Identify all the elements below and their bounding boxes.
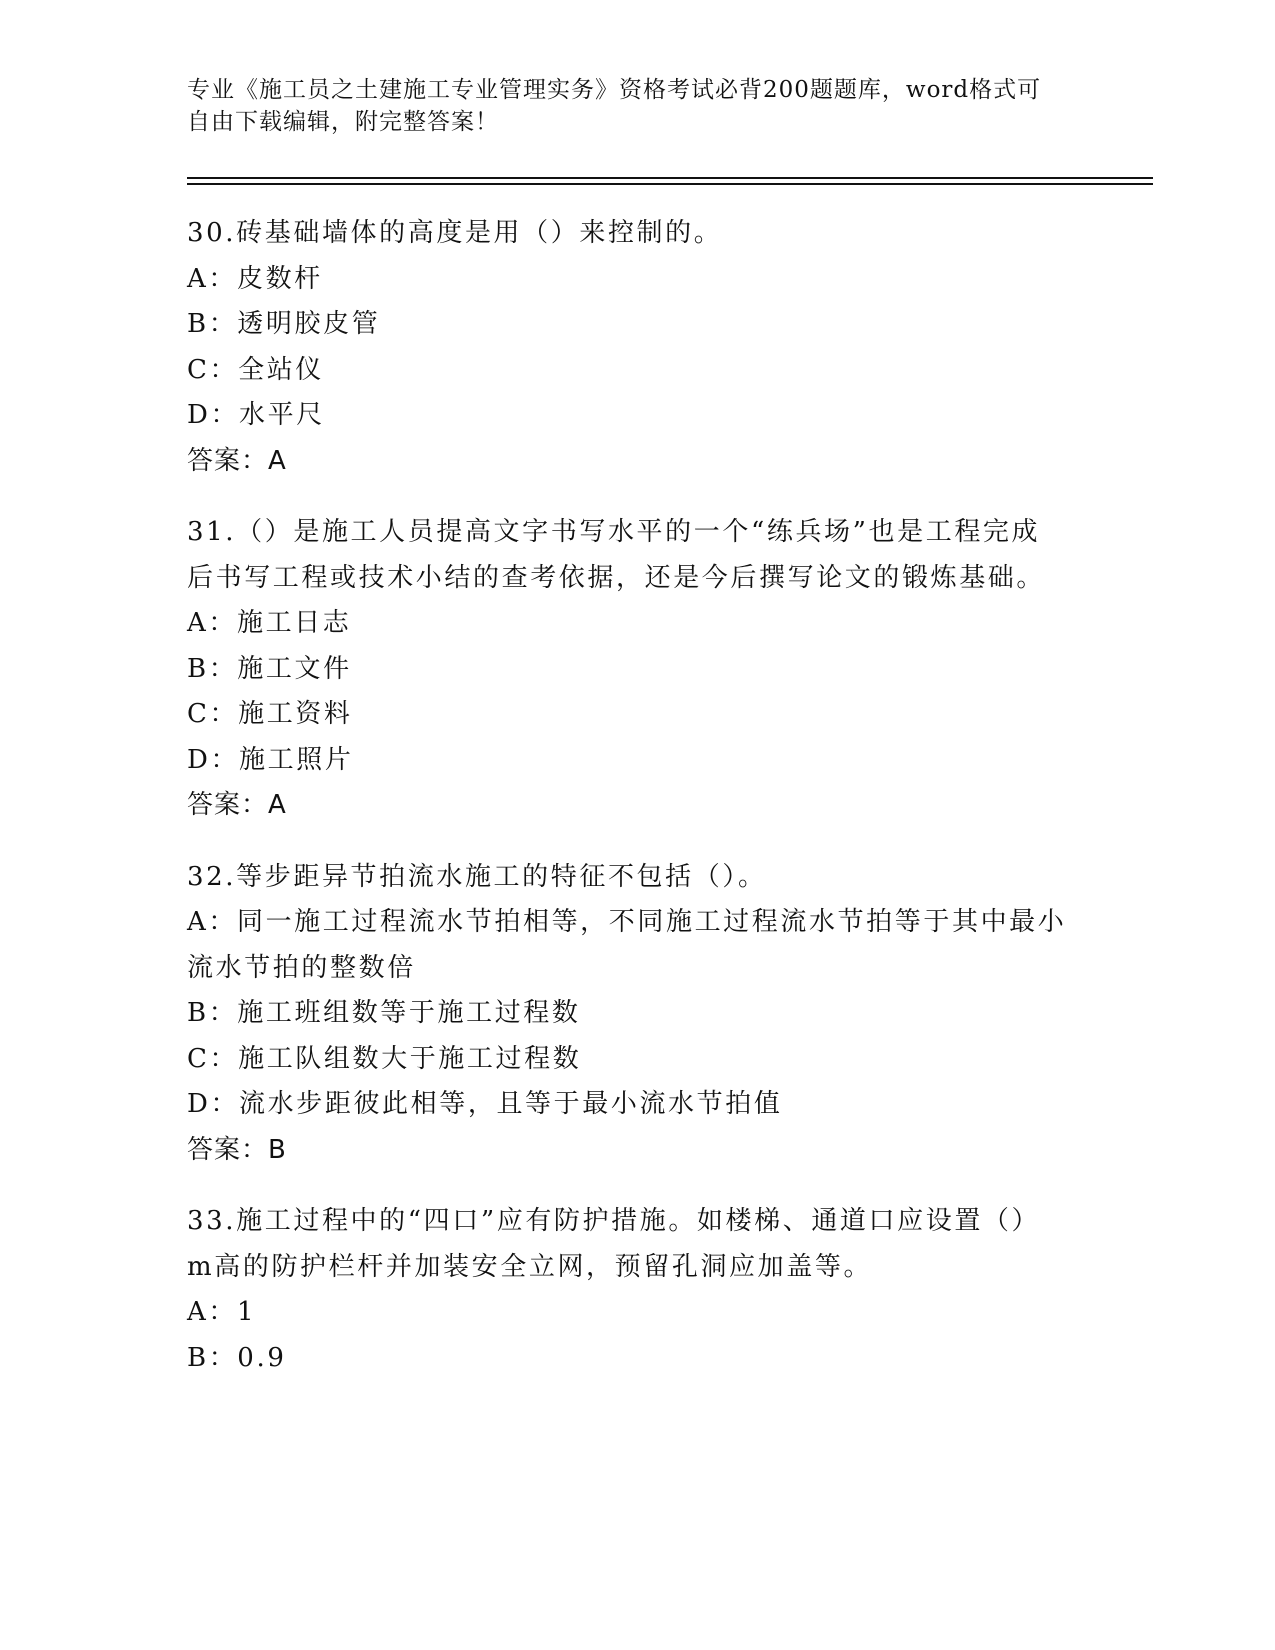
question-stem-line: 32.等步距异节拍流水施工的特征不包括（）。	[187, 861, 767, 892]
option-line: B：0.9	[187, 1342, 287, 1373]
option-line: B：透明胶皮管	[187, 309, 381, 339]
answer-line: 答案：A	[187, 790, 287, 820]
question-list	[187, 211, 1087, 1407]
option-line: D：流水步距彼此相等，且等于最小流水节拍值	[187, 1089, 783, 1119]
option-line: A：1	[187, 1297, 257, 1327]
question-stem-line: 33.施工过程中的“四口”应有防护措施。如楼梯、通道口应设置（）	[187, 1206, 1041, 1236]
option-line: A：同一施工过程流水节拍相等，不同施工过程流水节拍等于其中最小	[187, 907, 1067, 937]
question-block	[187, 855, 1087, 1174]
document-header	[187, 74, 1067, 138]
header-line-1: 专业《施工员之土建施工专业管理实务》资格考试必背200题题库，word格式可	[187, 77, 1042, 103]
header-divider-top	[187, 177, 1153, 179]
question-stem-line: 31.（）是施工人员提高文字书写水平的一个“练兵场”也是工程完成	[187, 517, 1041, 547]
answer-line: 答案：A	[187, 445, 287, 476]
question-stem-line: 30.砖基础墙体的高度是用（）来控制的。	[187, 218, 723, 248]
option-line: D：施工照片	[187, 744, 354, 775]
option-line: C：施工队组数大于施工过程数	[187, 1043, 582, 1074]
option-line: A：施工日志	[187, 608, 352, 638]
option-line: C：全站仪	[187, 354, 324, 385]
header-line-2: 自由下载编辑，附完整答案！	[187, 109, 499, 135]
question-block	[187, 510, 1087, 829]
option-line: A：皮数杆	[187, 263, 323, 294]
question-block	[187, 211, 1087, 484]
question-stem-line: 后书写工程或技术小结的查考依据，还是今后撰写论文的锻炼基础。	[187, 562, 1046, 593]
option-line: B：施工文件	[187, 653, 352, 684]
header-divider-bottom	[187, 183, 1153, 185]
question-stem-line: m高的防护栏杆并加装安全立网，预留孔洞应加盖等。	[187, 1251, 873, 1282]
option-line: 流水节拍的整数倍	[187, 952, 416, 983]
answer-line: 答案：B	[187, 1134, 287, 1165]
option-line: C：施工资料	[187, 699, 353, 729]
option-line: D：水平尺	[187, 400, 325, 430]
option-line: B：施工班组数等于施工过程数	[187, 998, 581, 1028]
question-block	[187, 1199, 1087, 1381]
